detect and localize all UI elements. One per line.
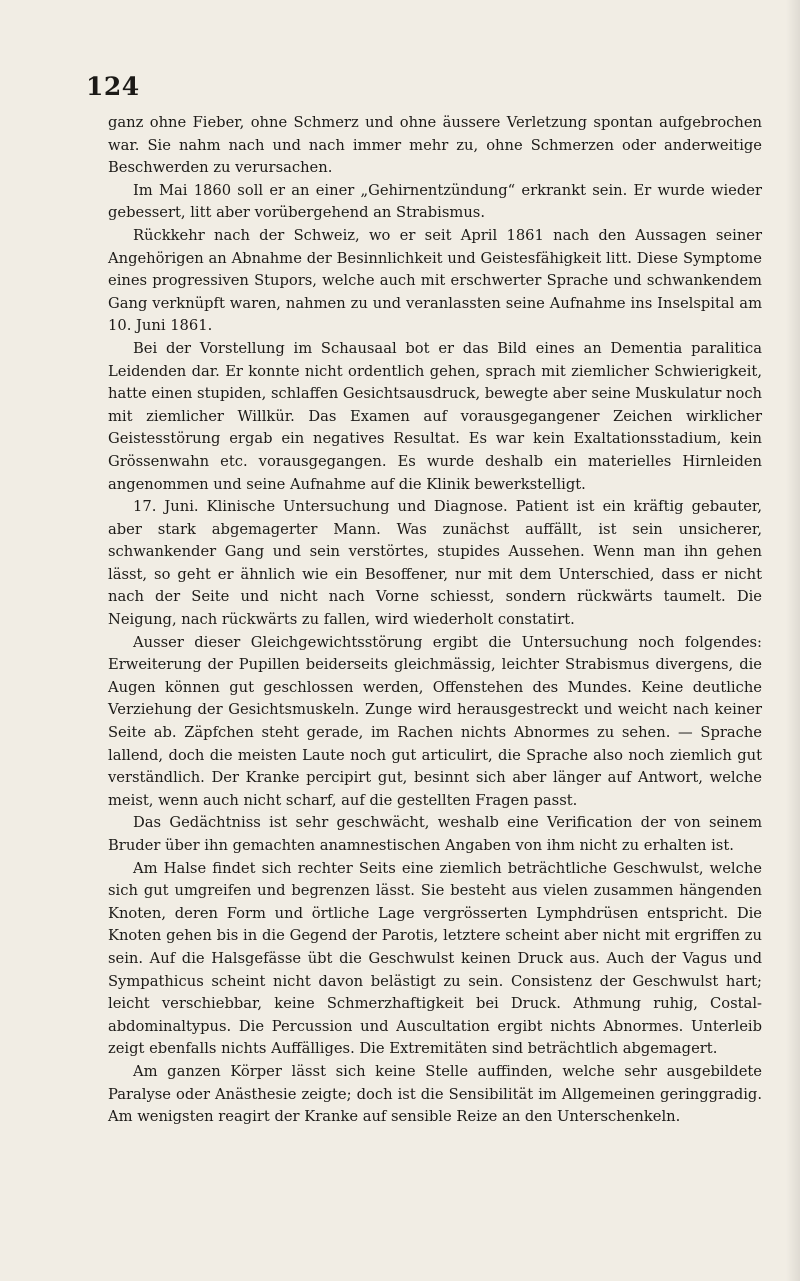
page-edge-shadow — [786, 0, 800, 1281]
paragraph: Rückkehr nach der Schweiz, wo er seit April 1861 nach den Aussagen seiner Angehörigen an Abnahme der Besinnlichkeit und Geistesfähigkeit litt. Diese Symptome eines progressiven Stupors, welche auch mit erschwerter Sprache und schwankendem Gang verknüpft waren, nahmen zu und veranlassten seine Aufnahme ins Inselspital am 10. Juni 1861. — [108, 226, 762, 335]
paragraph: Ausser dieser Gleichgewichtsstörung ergibt die Untersuchung noch folgendes: Erweiterung der Pupillen beiderseits gleichmässig, leichter Strabismus divergens, die Augen können gut geschlossen werden, Offenstehen des Mundes. Keine deutliche Verziehung der Gesichtsmuskeln. Zunge wird herausgestreckt und weicht nach keiner Seite ab. Zäpfchen steht gerade, im Rachen nichts Abnormes zu sehen. — Sprache lallend, doch die meisten Laute noch gut articulirt, die Sprache also noch ziemlich gut verständlich. Der Kranke percipirt gut, besinnt sich aber länger auf Antwort, welche meist, wenn auch nicht scharf, auf die gestellten Fragen passt. — [108, 633, 762, 809]
paragraph: Das Gedächtniss ist sehr geschwächt, weshalb eine Verification der von seinem Bruder über ihn gemachten anamnestischen Angaben von ihm nicht zu erhalten ist. — [108, 814, 762, 854]
paragraph: Am ganzen Körper lässt sich keine Stelle auffinden, welche sehr ausgebildete Paralyse oder Anästhesie zeigte; doch ist die Sensibilität im Allgemeinen geringgradig. Am wenigsten reagirt der Kranke auf sensible Reize an den Unterschenkeln. — [108, 1062, 762, 1126]
page-number: 124 — [86, 72, 140, 101]
paragraph: Am Halse findet sich rechter Seits eine ziemlich beträchtliche Geschwulst, welche sich gut umgreifen und begrenzen lässt. Sie besteht aus vielen zusammen hängenden Knoten, deren Form und örtliche Lage vergrösserten Lymphdrüsen entspricht. Die Knoten gehen bis in die Gegend der Parotis, letztere scheint aber nicht mit ergriffen zu sein. Auf die Halsgefässe übt die Geschwulst keinen Druck aus. Auch der Vagus und Sympathicus scheint nicht davon belästigt zu sein. Consistenz der Geschwulst hart; leicht verschiebbar, keine Schmerzhaftigkeit bei Druck. Athmung ruhig, Costal-abdominaltypus. Die Percussion und Auscultation ergibt nichts Abnormes. Unterleib zeigt ebenfalls nichts Auffälliges. Die Extremitäten sind beträchtlich abgemagert. — [108, 859, 762, 1058]
paragraph: Im Mai 1860 soll er an einer „Gehirnentzündung“ erkrankt sein. Er wurde wieder gebessert, litt aber vorübergehend an Strabismus. — [108, 181, 762, 222]
paragraph-clinical-examination: 17. Juni. Klinische Untersuchung und Diagnose. Patient ist ein kräftig gebauter, aber stark abgemagerter Mann. Was zunächst auffällt, ist sein unsicherer, schwankender Gang und sein verstörtes, stupides Aussehen. Wenn man ihn gehen lässt, so geht er ähnlich wie ein Besoffener, nur mit dem Unterschied, dass er nicht nach der Seite und nicht nach Vorne schiesst, sondern rückwärts taumelt. Die Neigung, nach rückwärts zu fallen, wird wiederholt constatirt. — [108, 498, 762, 629]
body-text — [108, 112, 762, 1129]
paragraph: Bei der Vorstellung im Schausaal bot er das Bild eines an Dementia paralitica Leidenden dar. Er konnte nicht ordentlich gehen, sprach mit ziemlicher Schwierigkeit, hatte einen stupiden, schlaffen Gesichtsausdruck, bewegte aber seine Muskulatur noch mit ziemlicher Willkür. Das Examen auf vorausgegangener Zeichen wirklicher Geistesstörung ergab ein negatives Resultat. Es war kein Exaltationsstadium, kein Grössenwahn etc. vorausgegangen. Es wurde deshalb ein materielles Hirnleiden angenommen und seine Aufnahme auf die Klinik bewerkstelligt. — [108, 339, 762, 493]
paragraph: ganz ohne Fieber, ohne Schmerz und ohne äussere Verletzung spontan aufgebrochen war. Sie nahm nach und nach immer mehr zu, ohne Schmerzen oder anderweitige Beschwerden zu verursachen. — [108, 114, 762, 177]
